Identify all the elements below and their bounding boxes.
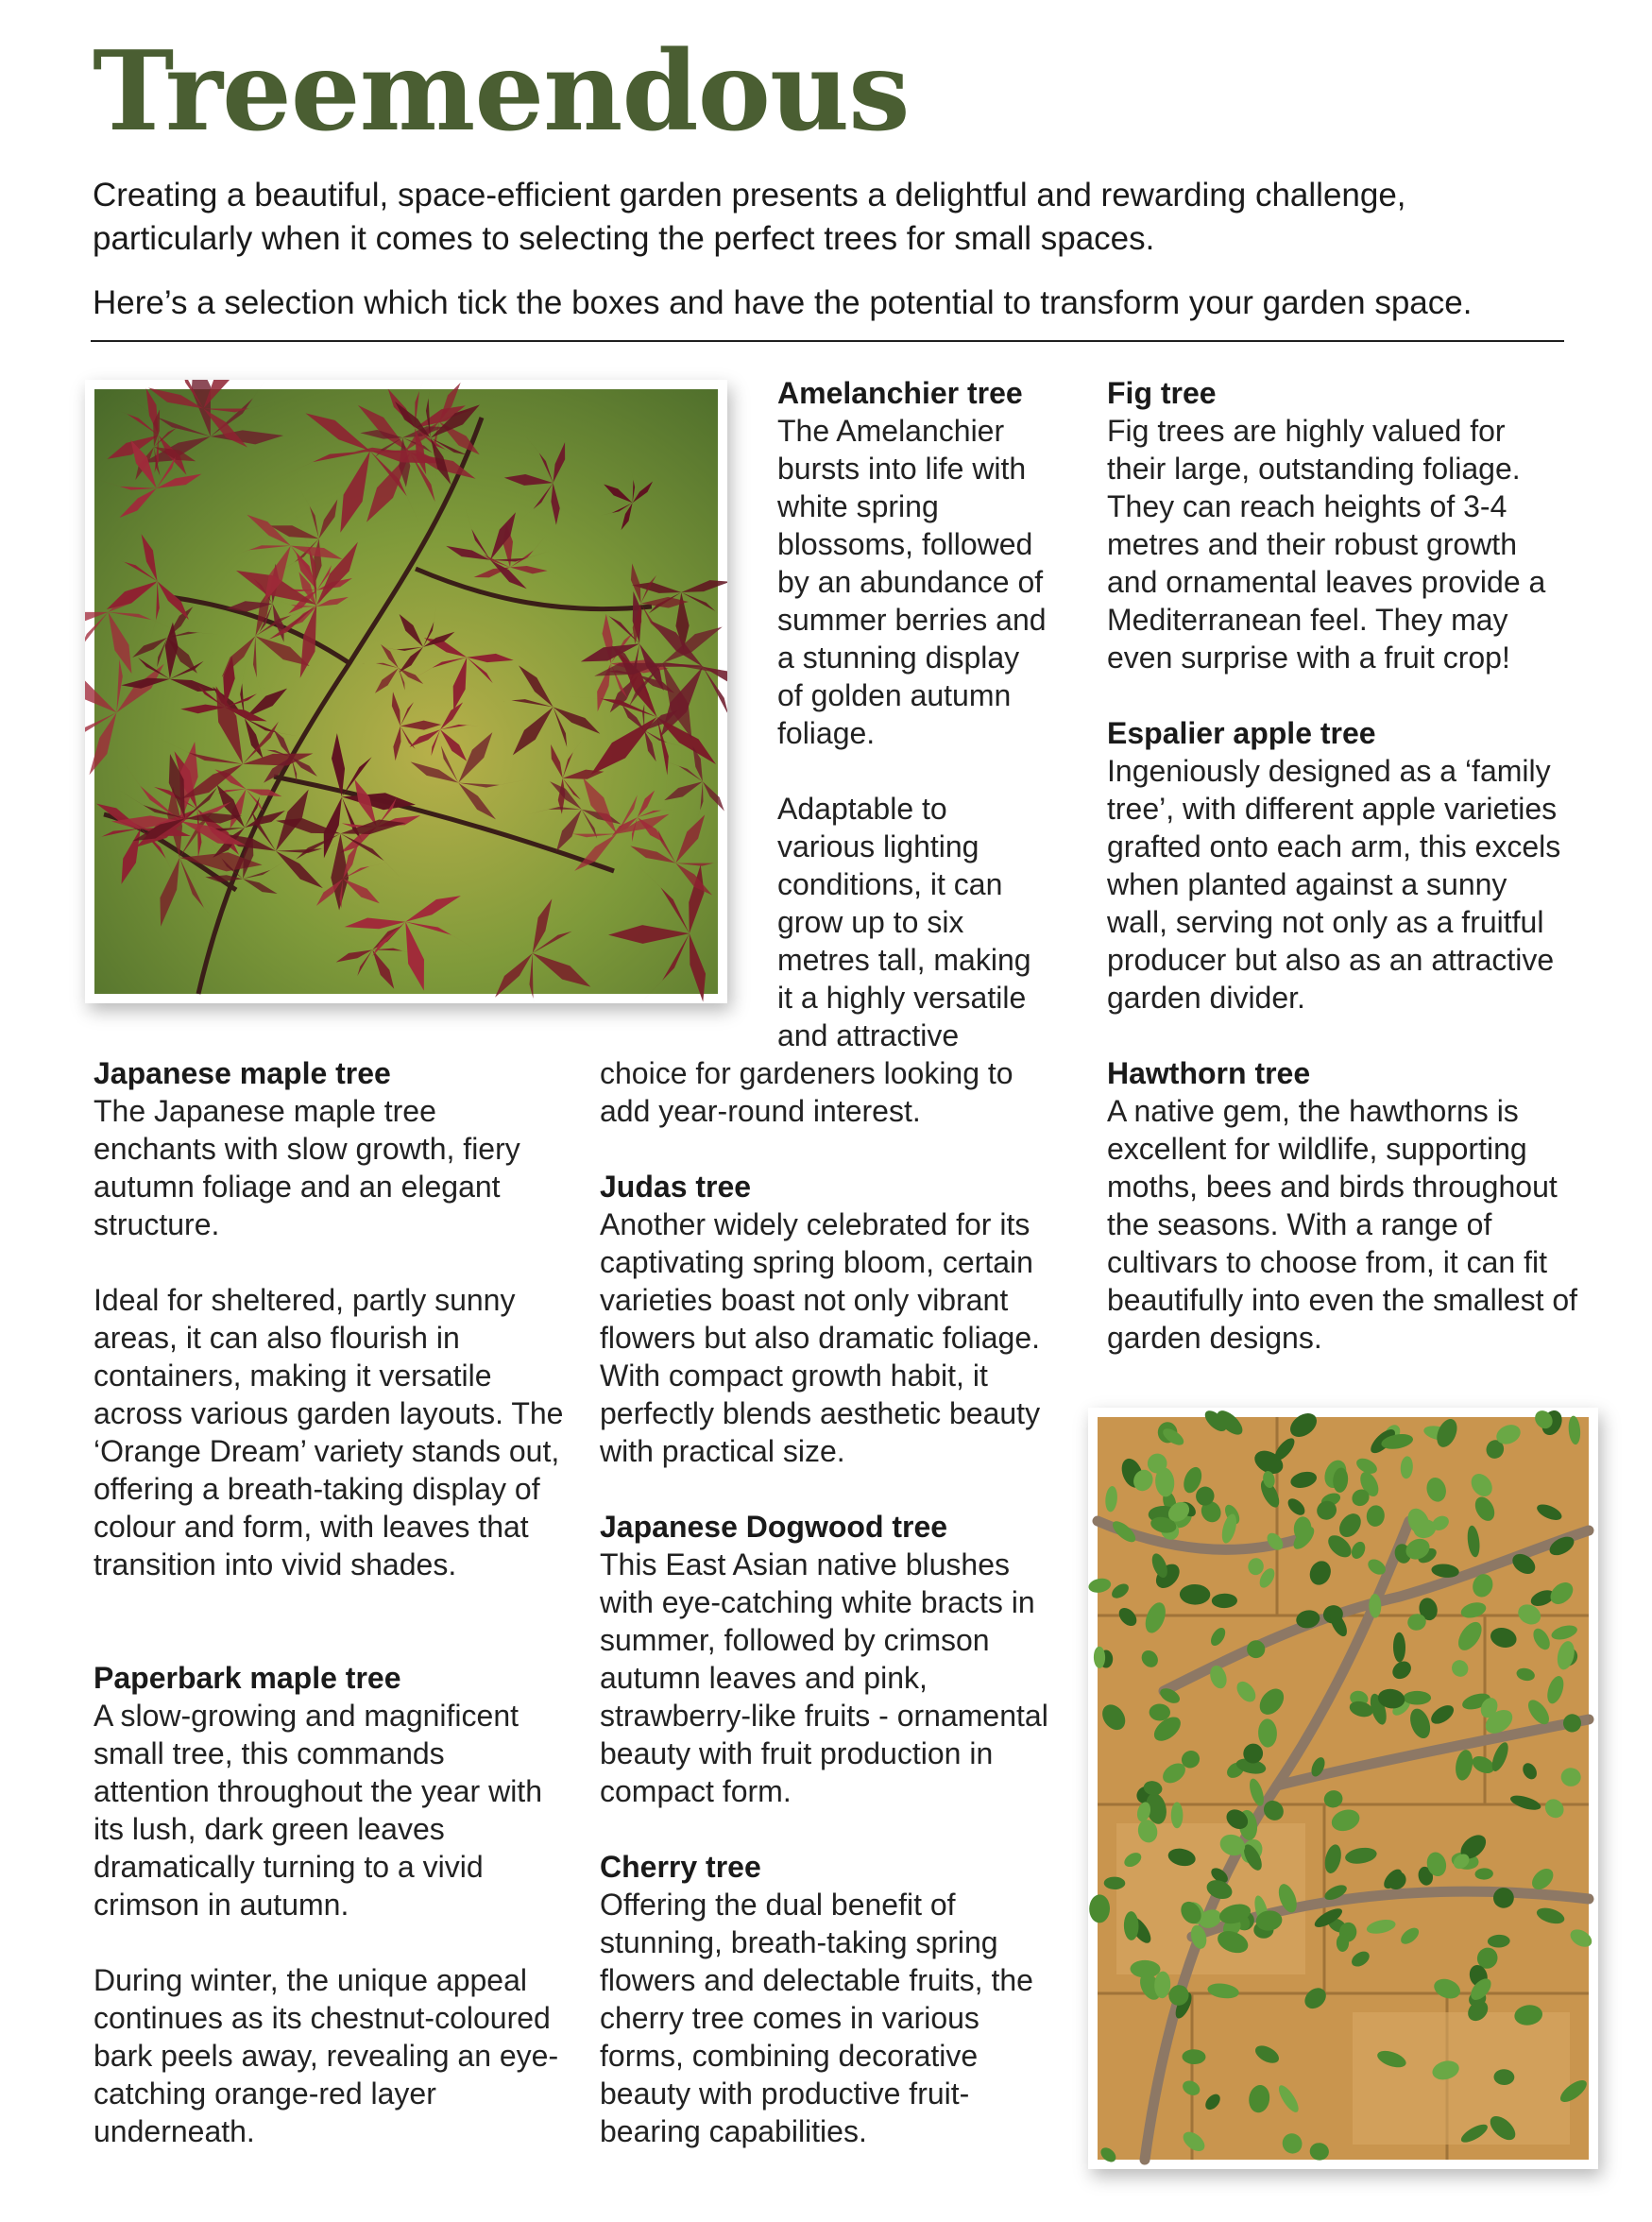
espalier-wall-photo: [1088, 1408, 1598, 2169]
japanese-maple-section: [94, 1054, 566, 1583]
espalier-apple-section: [1107, 714, 1570, 1017]
amelanchier-text-2a: Adaptable to various lighting conditions, it can grow up to six metres tall, making it a highly versatile and attractive: [777, 792, 1031, 1052]
ivy-leaf: [1404, 1691, 1432, 1705]
fig-text: Fig trees are highly valued for their large, outstanding foliage. They can reach heights of 3-4 metres and their robust growth and ornamental leaves provide a Mediterranean feel. They may even surprise with a fruit crop!: [1107, 414, 1546, 675]
japanese-dogwood-text: This East Asian native blushes with eye-catching white bracts in summer, followed by crimson autumn leaves and pink, strawberry-like fruits - ornamental beauty with fruit production in compact form.: [600, 1547, 1048, 1808]
judas-heading: Judas tree: [600, 1170, 752, 1204]
paperbark-maple-heading: Paperbark maple tree: [94, 1661, 401, 1695]
intro-paragraph: Creating a beautiful, space-efficient garden presents a delightful and rewarding challenge, particularly when it comes to selecting the perfect trees for small spaces.: [93, 177, 1406, 257]
judas-text: Another widely celebrated for its captivating spring bloom, certain varieties boast not only vibrant flowers but also dramatic foliage. With compact growth habit, it perfectly blends aesthetic beauty with practical size.: [600, 1207, 1041, 1468]
espalier-apple-heading: Espalier apple tree: [1107, 716, 1376, 750]
cherry-section: [600, 1848, 1063, 2150]
fig-heading: Fig tree: [1107, 376, 1217, 410]
japanese-dogwood-section: [600, 1508, 1053, 1810]
cherry-text: Offering the dual benefit of stunning, breath-taking spring flowers and delectable fruits, the cherry tree comes in various forms, combining decorative beauty with productive fruit-bearing capabilities.: [600, 1888, 1033, 2148]
judas-section: [600, 1168, 1072, 1470]
espalier-apple-text: Ingeniously designed as a ‘family tree’, with different apple varieties grafted onto each arm, this excels when planted against a sunny wall, serving not only as a fruitful producer but also as an attractive garden divider.: [1107, 754, 1561, 1015]
japanese-maple-heading: Japanese maple tree: [94, 1056, 391, 1090]
amelanchier-text-1: The Amelanchier bursts into life with white spring blossoms, followed by an abundance of summer berries and a stunning display of golden autumn foliage.: [777, 414, 1047, 750]
japanese-maple-text-2: Ideal for sheltered, partly sunny areas, it can also flourish in containers, making it versatile across various garden layouts. The ‘Orange Dream’ variety stands out, offering a breath-taking display of colour and form, with leaves that transition into vivid shades.: [94, 1283, 564, 1581]
amelanchier-text-2b: choice for gardeners looking to add year-round interest.: [600, 1056, 1013, 1128]
fig-section: [1107, 374, 1570, 676]
amelanchier-continued: [600, 1054, 1063, 1130]
japanese-dogwood-heading: Japanese Dogwood tree: [600, 1510, 948, 1544]
hawthorn-heading: Hawthorn tree: [1107, 1056, 1311, 1090]
page-title: Treemendous: [93, 27, 910, 156]
paperbark-maple-section: [94, 1659, 566, 2150]
intro-subtitle: Here’s a selection which tick the boxes and have the potential to transform your garden space.: [93, 284, 1473, 321]
hawthorn-text: A native gem, the hawthorns is excellent for wildlife, supporting moths, bees and birds throughout the seasons. With a range of cultivars to choose from, it can fit beautifully into even the smallest of garden designs.: [1107, 1094, 1578, 1355]
cherry-heading: Cherry tree: [600, 1850, 761, 1884]
ivy-leaf: [1171, 1803, 1184, 1829]
japanese-maple-text-1: The Japanese maple tree enchants with slow growth, fiery autumn foliage and an elegant structure.: [94, 1094, 520, 1241]
hawthorn-section: [1107, 1054, 1579, 1357]
amelanchier-heading: Amelanchier tree: [777, 376, 1023, 410]
paperbark-maple-text-2: During winter, the unique appeal continues as its chestnut-coloured bark peels away, revealing an eye-catching orange-red layer underneath.: [94, 1963, 559, 2148]
divider-rule: [91, 340, 1564, 342]
japanese-maple-photo: [85, 380, 727, 1003]
paperbark-maple-text-1: A slow-growing and magnificent small tree, this commands attention throughout the year with its lush, dark green leaves dramatically turning to a vivid crimson in autumn.: [94, 1699, 542, 1922]
amelanchier-section: [777, 374, 1051, 1054]
